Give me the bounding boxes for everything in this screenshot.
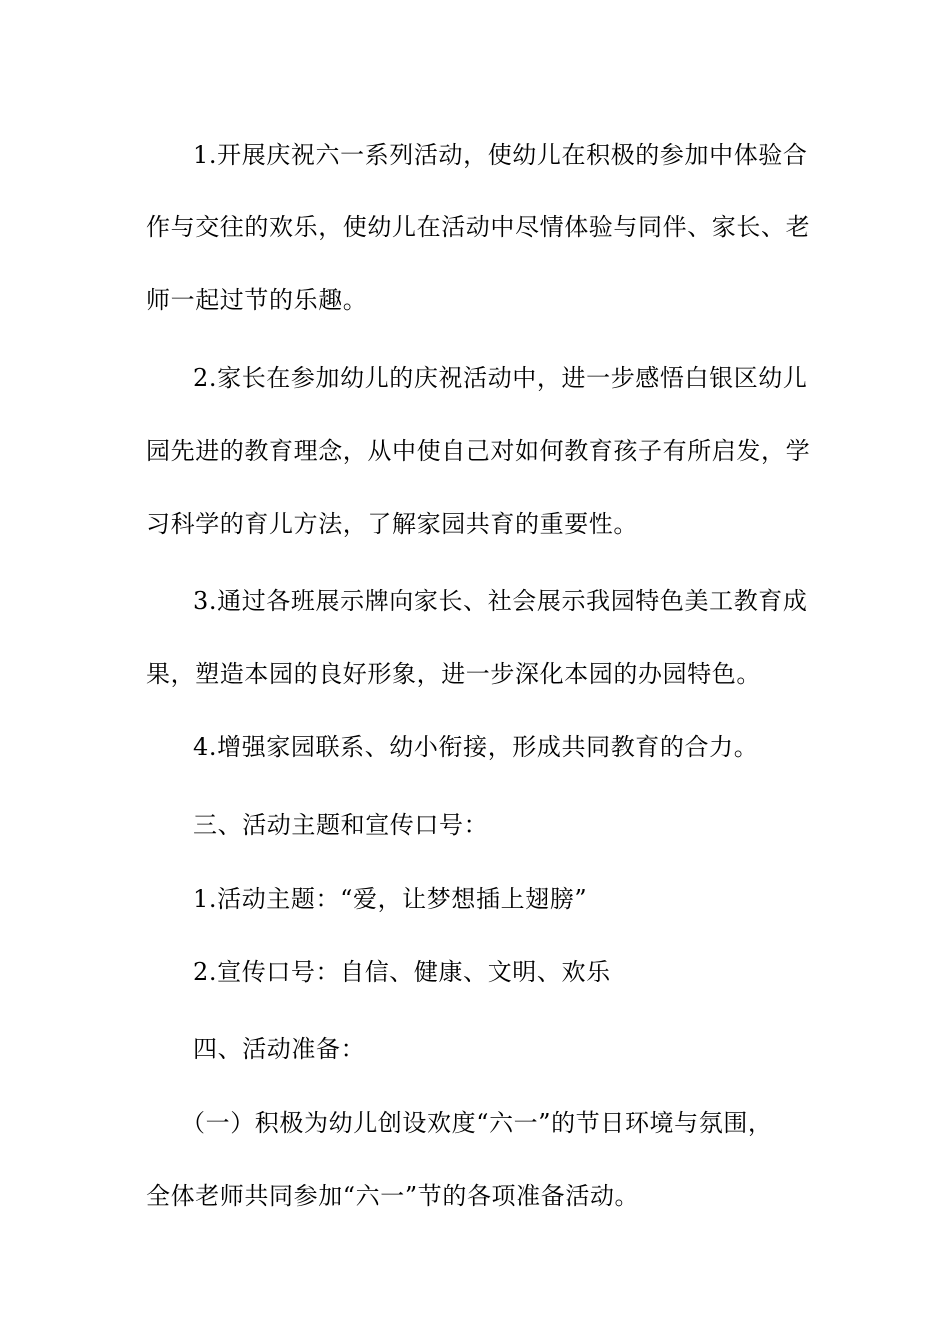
section-heading-3: 三、活动主题和宣传口号： (193, 811, 489, 839)
paragraph-2-line-3: 习科学的育儿方法，了解家园共育的重要性。 (146, 510, 638, 538)
paragraph-1-line-2: 作与交往的欢乐，使幼儿在活动中尽情体验与同伴、家长、老 (146, 213, 811, 241)
paragraph-3-line-1: 3.通过各班展示牌向家长、社会展示我园特色美工教育成 (193, 587, 808, 615)
slogan: 2.宣传口号：自信、健康、文明、欢乐 (193, 958, 611, 986)
paragraph-1-line-3: 师一起过节的乐趣。 (146, 286, 368, 314)
subsection-1-line-2: 全体老师共同参加“六一”节的各项准备活动。 (146, 1182, 640, 1210)
paragraph-1-line-1: 1.开展庆祝六一系列活动，使幼儿在积极的参加中体验合 (193, 141, 808, 169)
subsection-1-line-1: （一）积极为幼儿创设欢度“六一”的节日环境与氛围， (181, 1109, 773, 1137)
paragraph-3-line-2: 果，塑造本园的良好形象，进一步深化本园的办园特色。 (146, 660, 761, 688)
paragraph-4: 4.增强家园联系、幼小衔接，形成共同教育的合力。 (193, 733, 759, 761)
paragraph-2-line-2: 园先进的教育理念，从中使自己对如何教育孩子有所启发，学 (146, 437, 811, 465)
section-heading-4: 四、活动准备： (193, 1035, 366, 1063)
activity-theme: 1.活动主题：“爱，让梦想插上翅膀” (193, 885, 588, 913)
paragraph-2-line-1: 2.家长在参加幼儿的庆祝活动中，进一步感悟白银区幼儿 (193, 364, 808, 392)
